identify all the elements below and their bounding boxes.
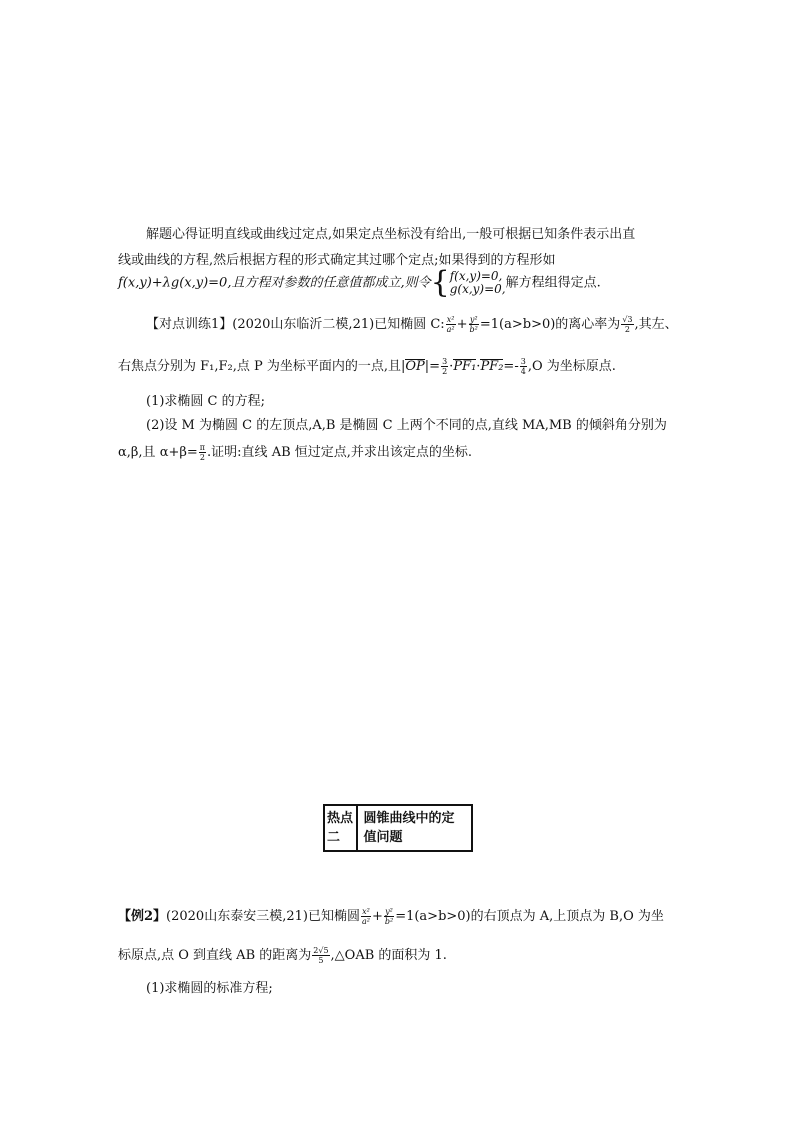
example-line-2: 标原点,点 O 到直线 AB 的距离为 $\frac{2√5}{5}$ ,△OAB 的面积为 1. [118, 946, 447, 965]
hotspot-label: 热点二 [325, 806, 358, 850]
tip-line-2: 线或曲线的方程,然后根据方程的形式确定其过哪个定点;如果得到的方程形如 [118, 253, 556, 268]
example-line-1: 【例2】(2020山东泰安三模,21)已知椭圆 $\frac{\text{x²}}{\text{a²}}$ + $\frac{\text{y²}}{\text{b²}}$ =1(a>b>0)的右顶点为 A,上顶点为 B,O 为坐 [118, 907, 664, 926]
tip-line-1: 解题心得证明直线或曲线过定点,如果定点坐标没有给出,一般可根据已知条件表示出直 [146, 227, 636, 242]
tip-line-3: f(x,y)+λg(x,y)=0,且方程对参数的任意值都成立,则令{ f(x,y)=0, g(x,y)=0, 解方程组得定点. [118, 265, 601, 300]
training-q2-line-2: α,β,且 α+β= $\frac{\pi}{2}$ .证明:直线 AB 恒过定点,并求出该定点的坐标. [118, 443, 473, 462]
training-label: 【对点训练1】 [146, 317, 233, 332]
hotspot-box [323, 804, 473, 852]
example-q1: (1)求椭圆的标准方程; [146, 981, 273, 996]
training-line-1: 【对点训练1】(2020山东临沂二模,21)已知椭圆 C: $\frac{\text{x²}}{\text{a²}}$ + $\frac{\text{y²}}{\text{b²}}$ =1(a>b>0)的离心率为 $\frac{√3}{2}$ ,其左、 [146, 315, 678, 334]
example-label: 【例2】 [118, 909, 167, 924]
training-q2-line-1: (2)设 M 为椭圆 C 的左顶点,A,B 是椭圆 C 上两个不同的点,直线 MA,MB 的倾斜角分别为 [146, 418, 667, 433]
training-line-2: 右焦点分别为 F₁,F₂,点 P 为坐标平面内的一点,且|OP|= $\frac{3}{2}$ ·PF₁·PF₂=- $\frac{3}{4}$ ,O 为坐标原点. [118, 357, 616, 376]
equation-system: f(x,y)=0, g(x,y)=0, [449, 269, 506, 296]
hotspot-title: 圆锥曲线中的定值问题 [363, 811, 455, 845]
training-q1: (1)求椭圆 C 的方程; [146, 394, 266, 409]
